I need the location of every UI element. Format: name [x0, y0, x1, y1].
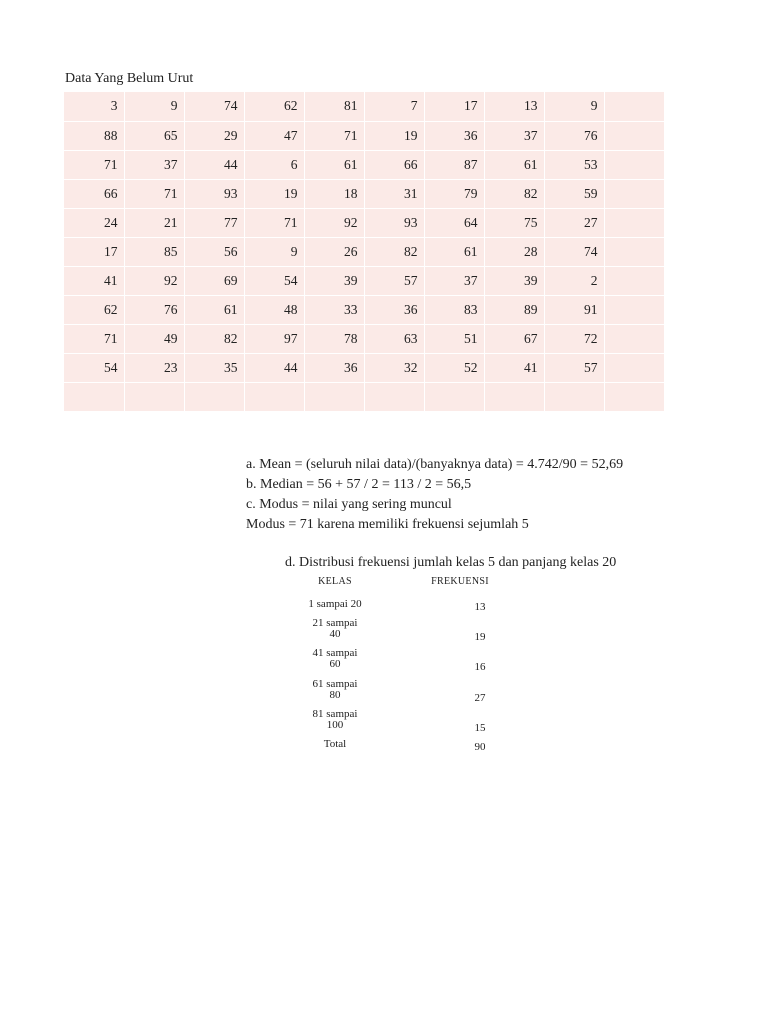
data-cell: 13	[484, 92, 544, 121]
data-cell: 51	[424, 324, 484, 353]
data-cell: 66	[364, 150, 424, 179]
data-row	[64, 121, 664, 150]
data-cell: 17	[424, 92, 484, 121]
class-label	[300, 599, 370, 610]
frequency-value: 27	[474, 692, 486, 704]
data-cell	[604, 295, 664, 324]
data-cell: 91	[544, 295, 604, 324]
data-cell: 82	[484, 179, 544, 208]
data-cell: 49	[124, 324, 184, 353]
data-cell: 59	[544, 179, 604, 208]
page-title: Data Yang Belum Urut	[65, 71, 194, 86]
data-cell: 41	[64, 266, 124, 295]
data-cell: 82	[364, 237, 424, 266]
data-cell: 88	[64, 121, 124, 150]
data-cell: 19	[244, 179, 304, 208]
data-cell: 93	[364, 208, 424, 237]
data-cell: 77	[184, 208, 244, 237]
data-cell: 79	[424, 179, 484, 208]
data-cell	[604, 237, 664, 266]
data-cell: 39	[304, 266, 364, 295]
data-cell: 71	[304, 121, 364, 150]
data-cell: 23	[124, 353, 184, 382]
frequency-header: FREKUENSI	[431, 576, 489, 587]
frequency-value: 16	[474, 661, 486, 673]
statistics-section	[246, 455, 623, 535]
data-cell	[124, 382, 184, 411]
data-cell	[604, 150, 664, 179]
data-cell: 78	[304, 324, 364, 353]
data-cell: 62	[244, 92, 304, 121]
data-row	[64, 208, 664, 237]
data-cell: 61	[304, 150, 364, 179]
data-cell: 3	[64, 92, 124, 121]
data-cell	[604, 179, 664, 208]
class-label-line: 80	[329, 689, 341, 701]
data-cell: 35	[184, 353, 244, 382]
data-cell: 71	[124, 179, 184, 208]
data-cell: 97	[244, 324, 304, 353]
median-line: b. Median = 56 + 57 / 2 = 113 / 2 = 56,5	[246, 477, 472, 492]
data-cell: 71	[244, 208, 304, 237]
data-cell	[544, 382, 604, 411]
data-cell: 37	[484, 121, 544, 150]
data-cell: 82	[184, 324, 244, 353]
data-cell	[184, 382, 244, 411]
data-cell: 53	[544, 150, 604, 179]
data-cell: 85	[124, 237, 184, 266]
frequency-value: 13	[474, 601, 486, 613]
data-cell: 36	[424, 121, 484, 150]
data-cell: 81	[304, 92, 364, 121]
distribution-title: d. Distribusi frekuensi jumlah kelas 5 dan panjang kelas 20	[285, 555, 617, 570]
data-cell: 61	[184, 295, 244, 324]
frequency-row	[300, 640, 500, 673]
data-cell: 36	[364, 295, 424, 324]
data-cell	[604, 92, 664, 121]
class-label-line: 81 sampai	[312, 708, 358, 720]
data-cell	[604, 353, 664, 382]
data-cell: 87	[424, 150, 484, 179]
data-row	[64, 150, 664, 179]
data-cell: 6	[244, 150, 304, 179]
data-cell	[604, 382, 664, 411]
data-cell: 75	[484, 208, 544, 237]
data-cell: 7	[364, 92, 424, 121]
data-cell: 63	[364, 324, 424, 353]
class-header: KELAS	[318, 576, 352, 587]
data-cell: 71	[64, 324, 124, 353]
data-row	[64, 92, 664, 121]
data-cell: 26	[304, 237, 364, 266]
data-cell: 9	[124, 92, 184, 121]
data-cell: 33	[304, 295, 364, 324]
data-cell: 76	[124, 295, 184, 324]
data-cell: 29	[184, 121, 244, 150]
data-cell: 39	[484, 266, 544, 295]
class-label-line: 1 sampai 20	[308, 598, 362, 610]
unsorted-data-table	[64, 92, 665, 412]
data-cell: 67	[484, 324, 544, 353]
frequency-row	[300, 580, 500, 613]
data-cell: 9	[544, 92, 604, 121]
data-cell: 83	[424, 295, 484, 324]
data-cell	[604, 266, 664, 295]
data-cell: 57	[544, 353, 604, 382]
data-row	[64, 295, 664, 324]
data-cell	[484, 382, 544, 411]
data-cell: 62	[64, 295, 124, 324]
data-cell: 18	[304, 179, 364, 208]
data-cell	[64, 382, 124, 411]
data-cell: 36	[304, 353, 364, 382]
class-label	[300, 618, 370, 640]
data-cell: 17	[64, 237, 124, 266]
data-cell: 66	[64, 179, 124, 208]
data-cell: 2	[544, 266, 604, 295]
data-cell: 37	[124, 150, 184, 179]
total-value: 90	[474, 741, 486, 753]
data-cell: 21	[124, 208, 184, 237]
data-cell: 92	[304, 208, 364, 237]
data-cell: 44	[244, 353, 304, 382]
data-cell: 89	[484, 295, 544, 324]
class-label	[300, 679, 370, 701]
data-cell	[604, 208, 664, 237]
data-cell: 74	[184, 92, 244, 121]
data-row	[64, 353, 664, 382]
data-cell: 41	[484, 353, 544, 382]
data-cell: 69	[184, 266, 244, 295]
data-row	[64, 237, 664, 266]
data-row	[64, 382, 664, 411]
data-cell: 71	[64, 150, 124, 179]
class-label-line: 100	[326, 719, 344, 731]
data-row	[64, 266, 664, 295]
data-cell: 65	[124, 121, 184, 150]
data-table-body	[64, 92, 664, 411]
data-cell: 48	[244, 295, 304, 324]
modus-definition-line: c. Modus = nilai yang sering muncul	[246, 497, 452, 512]
frequency-row	[300, 671, 500, 704]
data-cell: 64	[424, 208, 484, 237]
data-cell: 54	[64, 353, 124, 382]
data-row	[64, 179, 664, 208]
data-cell: 44	[184, 150, 244, 179]
mean-line: a. Mean = (seluruh nilai data)/(banyaknya data) = 4.742/90 = 52,69	[246, 457, 624, 472]
data-cell: 19	[364, 121, 424, 150]
class-label-line: 60	[329, 658, 341, 670]
data-cell: 9	[244, 237, 304, 266]
data-cell: 56	[184, 237, 244, 266]
data-cell	[604, 324, 664, 353]
data-cell	[364, 382, 424, 411]
class-label-line: 41 sampai	[312, 647, 358, 659]
data-cell: 57	[364, 266, 424, 295]
data-cell	[244, 382, 304, 411]
frequency-value: 15	[474, 722, 486, 734]
data-cell	[604, 121, 664, 150]
class-label-line: 21 sampai	[312, 617, 358, 629]
frequency-value: 19	[474, 631, 486, 643]
class-label-line: 61 sampai	[312, 678, 358, 690]
data-cell: 93	[184, 179, 244, 208]
data-cell: 27	[544, 208, 604, 237]
data-row	[64, 324, 664, 353]
data-cell: 28	[484, 237, 544, 266]
data-cell: 52	[424, 353, 484, 382]
data-cell: 92	[124, 266, 184, 295]
data-cell: 54	[244, 266, 304, 295]
data-cell: 61	[424, 237, 484, 266]
data-cell	[304, 382, 364, 411]
data-cell: 31	[364, 179, 424, 208]
modus-value-line: Modus = 71 karena memiliki frekuensi sejumlah 5	[246, 517, 529, 532]
frequency-total-row	[300, 720, 500, 753]
data-cell: 32	[364, 353, 424, 382]
data-cell: 24	[64, 208, 124, 237]
class-label-line: 40	[329, 628, 341, 640]
class-label	[300, 648, 370, 670]
frequency-row	[300, 610, 500, 643]
data-cell: 76	[544, 121, 604, 150]
data-cell: 37	[424, 266, 484, 295]
data-cell: 72	[544, 324, 604, 353]
data-cell: 61	[484, 150, 544, 179]
data-cell: 47	[244, 121, 304, 150]
data-cell: 74	[544, 237, 604, 266]
data-cell	[424, 382, 484, 411]
total-label: Total	[323, 738, 347, 750]
